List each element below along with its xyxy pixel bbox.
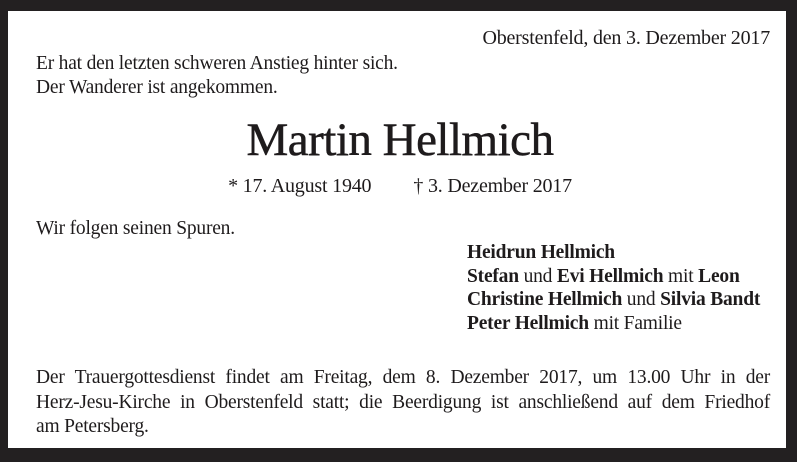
mourner-name: Heidrun Hellmich [467, 242, 615, 263]
mourner-name: Leon [698, 265, 740, 287]
epigraph-line-1: Er hat den letzten schweren Anstieg hinter sich. [36, 53, 398, 74]
mourner-line [467, 312, 760, 336]
mourner-name: Stefan [467, 265, 519, 287]
epigraph-line-2: Der Wanderer ist angekommen. [36, 77, 278, 98]
mourner-line [467, 288, 760, 312]
funeral-line-1: Der Trauergottesdienst findet am Freitag, dem 8. Dezember 2017, um 13.00 Uhr in der [36, 367, 770, 388]
family-motto: Wir folgen seinen Spuren. [36, 218, 235, 239]
life-dates [0, 175, 800, 198]
death-date: † 3. Dezember 2017 [413, 175, 572, 197]
epigraph [36, 52, 398, 100]
mourners-list [467, 241, 760, 335]
mourner-connector: und [518, 265, 557, 287]
mourner-name: Peter Hellmich [467, 312, 589, 334]
deceased-name: Martin Hellmich [246, 114, 554, 166]
mourner-connector: und [622, 289, 661, 310]
mourner-name: Evi Hellmich [556, 265, 664, 287]
mourner-line [467, 241, 760, 265]
birth-date: * 17. August 1940 [228, 175, 372, 197]
place-dateline: Oberstenfeld, den 3. Dezember 2017 [482, 27, 770, 49]
funeral-line-2: Herz-Jesu-Kirche in Oberstenfeld statt; die Beerdigung ist anschließend auf dem Friedhof [36, 391, 770, 413]
mourner-connector: mit Familie [588, 312, 682, 334]
funeral-line-3: am Petersberg. [36, 416, 149, 438]
mourner-name: Christine Hellmich [467, 289, 623, 310]
mourner-connector: mit [663, 265, 699, 287]
funeral-announcement [36, 366, 770, 440]
mourner-line [467, 265, 760, 289]
mourner-name: Silvia Bandt [660, 289, 761, 310]
